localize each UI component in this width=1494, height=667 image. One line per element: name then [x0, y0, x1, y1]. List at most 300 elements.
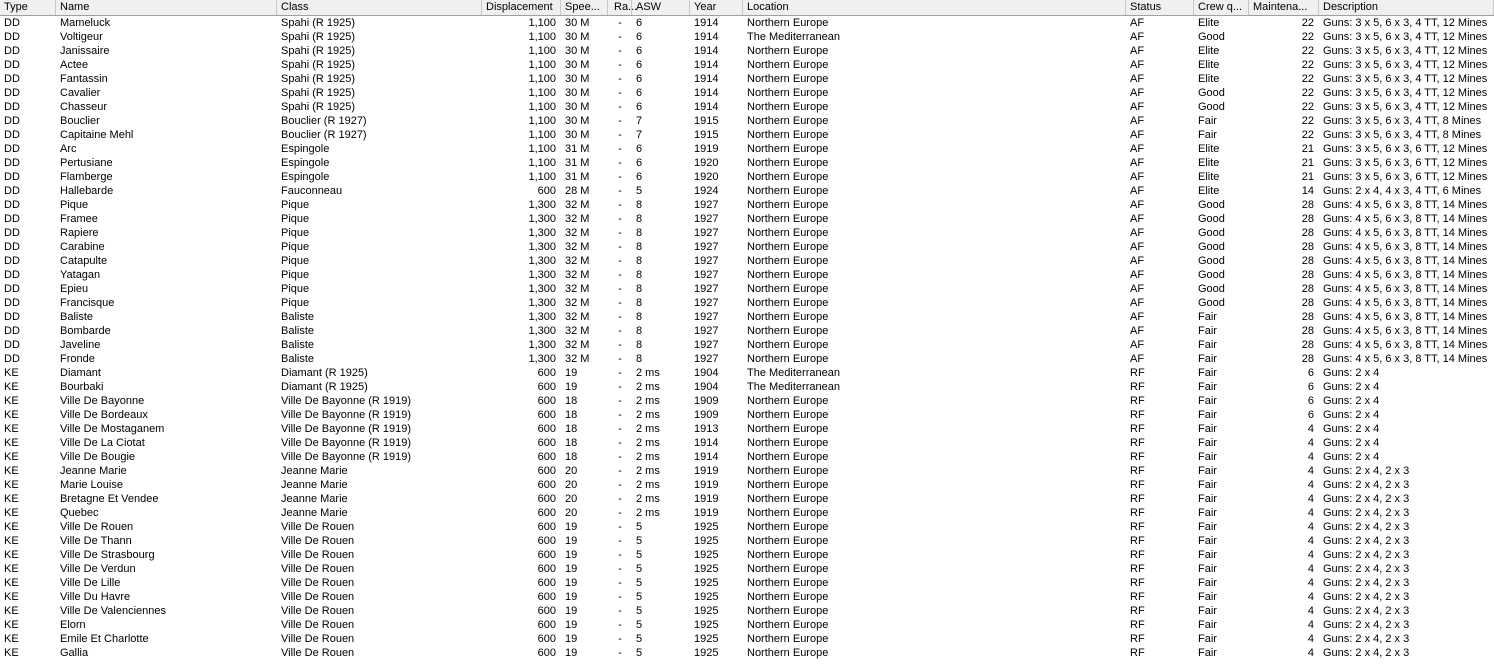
table-row[interactable] [0, 268, 1494, 282]
cell-crew-quality: Elite [1198, 157, 1220, 169]
cell-type: DD [4, 31, 20, 43]
table-row[interactable] [0, 450, 1494, 464]
table-row[interactable] [0, 366, 1494, 380]
cell-year: 1919 [694, 479, 719, 491]
cell-class: Spahi (R 1925) [281, 31, 355, 43]
cell-year: 1914 [694, 451, 719, 463]
cell-maintenance: 22 [1301, 31, 1314, 43]
cell-maintenance: 28 [1301, 353, 1314, 365]
cell-class: Pique [281, 297, 310, 309]
cell-name: Chasseur [60, 101, 108, 113]
cell-crew-quality: Fair [1198, 311, 1217, 323]
cell-asw: 2 ms [636, 451, 660, 463]
cell-maintenance: 28 [1301, 199, 1314, 211]
table-row[interactable] [0, 16, 1494, 30]
cell-speed: 19 [565, 619, 578, 631]
cell-crew-quality: Elite [1198, 45, 1220, 57]
cell-speed: 20 [565, 493, 578, 505]
cell-speed: 28 M [565, 185, 590, 197]
table-row[interactable] [0, 226, 1494, 240]
cell-type: DD [4, 311, 20, 323]
cell-asw: 8 [636, 269, 643, 281]
cell-year: 1925 [694, 647, 719, 659]
cell-year: 1925 [694, 605, 719, 617]
cell-status: AF [1130, 297, 1145, 309]
column-header-description[interactable]: Description [1319, 0, 1494, 15]
cell-range: - [618, 647, 622, 659]
table-row[interactable] [0, 478, 1494, 492]
cell-speed: 30 M [565, 45, 590, 57]
cell-class: Pique [281, 199, 310, 211]
table-row[interactable] [0, 576, 1494, 590]
cell-location: Northern Europe [747, 115, 829, 127]
table-row[interactable] [0, 184, 1494, 198]
cell-crew-quality: Good [1198, 227, 1225, 239]
cell-maintenance: 28 [1301, 269, 1314, 281]
cell-displacement: 600 [537, 633, 556, 645]
table-row[interactable] [0, 632, 1494, 646]
cell-status: RF [1130, 437, 1145, 449]
cell-range: - [618, 171, 622, 183]
cell-description: Guns: 2 x 4, 2 x 3 [1323, 507, 1410, 519]
cell-type: KE [4, 563, 19, 575]
cell-class: Baliste [281, 339, 315, 351]
cell-speed: 30 M [565, 17, 590, 29]
column-header-asw[interactable]: ASW [632, 0, 690, 15]
table-row[interactable] [0, 520, 1494, 534]
cell-location: Northern Europe [747, 255, 829, 267]
cell-type: DD [4, 17, 20, 29]
cell-year: 1927 [694, 297, 719, 309]
cell-class: Espingole [281, 171, 330, 183]
cell-name: Cavalier [60, 87, 101, 99]
cell-type: DD [4, 297, 20, 309]
table-row[interactable] [0, 422, 1494, 436]
cell-name: Ville De Thann [60, 535, 132, 547]
cell-location: Northern Europe [747, 311, 829, 323]
cell-type: DD [4, 255, 20, 267]
cell-maintenance: 28 [1301, 325, 1314, 337]
cell-speed: 32 M [565, 297, 590, 309]
cell-maintenance: 4 [1307, 591, 1314, 603]
table-row[interactable] [0, 324, 1494, 338]
cell-displacement: 600 [537, 409, 556, 421]
cell-location: Northern Europe [747, 465, 829, 477]
cell-description: Guns: 3 x 5, 6 x 3, 4 TT, 12 Mines [1323, 31, 1488, 43]
cell-name: Diamant [60, 367, 101, 379]
cell-displacement: 600 [537, 367, 556, 379]
cell-location: Northern Europe [747, 45, 829, 57]
cell-status: RF [1130, 395, 1145, 407]
table-row[interactable] [0, 380, 1494, 394]
cell-status: AF [1130, 143, 1145, 155]
cell-name: Mameluck [60, 17, 111, 29]
cell-range: - [618, 199, 622, 211]
cell-location: Northern Europe [747, 241, 829, 253]
table-row[interactable] [0, 548, 1494, 562]
table-row[interactable] [0, 464, 1494, 478]
cell-status: RF [1130, 549, 1145, 561]
table-row[interactable] [0, 352, 1494, 366]
cell-location: Northern Europe [747, 563, 829, 575]
cell-year: 1914 [694, 87, 719, 99]
cell-displacement: 600 [537, 493, 556, 505]
table-row[interactable] [0, 646, 1494, 660]
cell-asw: 8 [636, 297, 643, 309]
cell-type: DD [4, 101, 20, 113]
table-row[interactable] [0, 436, 1494, 450]
cell-asw: 6 [636, 87, 643, 99]
cell-name: Ville De Strasbourg [60, 549, 155, 561]
cell-displacement: 1,300 [528, 199, 556, 211]
cell-displacement: 600 [537, 437, 556, 449]
column-header-displacement[interactable]: Displacement [482, 0, 561, 15]
cell-speed: 20 [565, 479, 578, 491]
column-header-year[interactable]: Year [690, 0, 743, 15]
cell-status: RF [1130, 451, 1145, 463]
cell-maintenance: 21 [1301, 157, 1314, 169]
cell-location: Northern Europe [747, 283, 829, 295]
cell-type: DD [4, 59, 20, 71]
cell-class: Ville De Rouen [281, 535, 355, 547]
cell-speed: 20 [565, 507, 578, 519]
cell-class: Ville De Bayonne (R 1919) [281, 395, 412, 407]
cell-range: - [618, 255, 622, 267]
cell-speed: 18 [565, 437, 578, 449]
cell-name: Ville De Mostaganem [60, 423, 165, 435]
cell-type: KE [4, 535, 19, 547]
cell-name: Janissaire [60, 45, 110, 57]
table-row[interactable] [0, 58, 1494, 72]
column-header-speed[interactable]: Spee... [561, 0, 608, 15]
cell-asw: 6 [636, 31, 643, 43]
column-header-crew-quality[interactable]: Crew q... [1194, 0, 1249, 15]
cell-maintenance: 22 [1301, 73, 1314, 85]
cell-maintenance: 4 [1307, 633, 1314, 645]
cell-asw: 5 [636, 647, 643, 659]
cell-displacement: 600 [537, 451, 556, 463]
cell-class: Bouclier (R 1927) [281, 129, 367, 141]
cell-year: 1909 [694, 395, 719, 407]
column-header-name[interactable]: Name [56, 0, 277, 15]
cell-status: RF [1130, 465, 1145, 477]
cell-speed: 18 [565, 423, 578, 435]
cell-displacement: 600 [537, 563, 556, 575]
cell-location: The Mediterranean [747, 381, 840, 393]
cell-description: Guns: 2 x 4, 2 x 3 [1323, 605, 1410, 617]
cell-displacement: 600 [537, 521, 556, 533]
table-row[interactable] [0, 254, 1494, 268]
table-row[interactable] [0, 30, 1494, 44]
cell-range: - [618, 381, 622, 393]
cell-status: AF [1130, 59, 1145, 71]
cell-range: - [618, 395, 622, 407]
cell-type: DD [4, 213, 20, 225]
cell-name: Pertusiane [60, 157, 113, 169]
cell-maintenance: 21 [1301, 143, 1314, 155]
cell-asw: 5 [636, 633, 643, 645]
cell-crew-quality: Fair [1198, 409, 1217, 421]
cell-maintenance: 28 [1301, 227, 1314, 239]
cell-maintenance: 28 [1301, 213, 1314, 225]
cell-name: Elorn [60, 619, 86, 631]
cell-year: 1925 [694, 577, 719, 589]
cell-description: Guns: 2 x 4, 2 x 3 [1323, 647, 1410, 659]
cell-maintenance: 4 [1307, 521, 1314, 533]
cell-description: Guns: 2 x 4, 2 x 3 [1323, 465, 1410, 477]
cell-displacement: 600 [537, 185, 556, 197]
cell-maintenance: 4 [1307, 493, 1314, 505]
table-row[interactable] [0, 506, 1494, 520]
cell-crew-quality: Elite [1198, 171, 1220, 183]
cell-status: AF [1130, 31, 1145, 43]
table-row[interactable] [0, 114, 1494, 128]
cell-year: 1925 [694, 591, 719, 603]
cell-description: Guns: 3 x 5, 6 x 3, 4 TT, 8 Mines [1323, 129, 1482, 141]
cell-class: Ville De Rouen [281, 647, 355, 659]
cell-year: 1925 [694, 619, 719, 631]
cell-crew-quality: Fair [1198, 521, 1217, 533]
cell-range: - [618, 185, 622, 197]
cell-status: AF [1130, 353, 1145, 365]
cell-location: Northern Europe [747, 199, 829, 211]
cell-type: KE [4, 451, 19, 463]
cell-description: Guns: 4 x 5, 6 x 3, 8 TT, 14 Mines [1323, 297, 1488, 309]
cell-location: Northern Europe [747, 269, 829, 281]
cell-type: DD [4, 241, 20, 253]
cell-status: RF [1130, 619, 1145, 631]
cell-year: 1914 [694, 45, 719, 57]
cell-description: Guns: 2 x 4, 2 x 3 [1323, 479, 1410, 491]
cell-status: AF [1130, 241, 1145, 253]
table-row[interactable] [0, 394, 1494, 408]
cell-status: RF [1130, 381, 1145, 393]
column-header-row [0, 0, 1494, 16]
cell-status: RF [1130, 521, 1145, 533]
cell-class: Jeanne Marie [281, 507, 348, 519]
cell-location: Northern Europe [747, 339, 829, 351]
cell-status: AF [1130, 339, 1145, 351]
cell-range: - [618, 591, 622, 603]
cell-type: KE [4, 591, 19, 603]
cell-maintenance: 4 [1307, 563, 1314, 575]
cell-location: Northern Europe [747, 17, 829, 29]
cell-maintenance: 4 [1307, 465, 1314, 477]
cell-location: The Mediterranean [747, 367, 840, 379]
cell-asw: 5 [636, 185, 643, 197]
column-header-location[interactable]: Location [743, 0, 1126, 15]
cell-description: Guns: 2 x 4 [1323, 409, 1380, 421]
table-row[interactable] [0, 408, 1494, 422]
table-row[interactable] [0, 240, 1494, 254]
cell-speed: 32 M [565, 353, 590, 365]
cell-year: 1919 [694, 465, 719, 477]
cell-maintenance: 4 [1307, 479, 1314, 491]
column-header-class[interactable]: Class [277, 0, 482, 15]
cell-description: Guns: 2 x 4 [1323, 395, 1380, 407]
cell-description: Guns: 2 x 4, 2 x 3 [1323, 521, 1410, 533]
cell-status: AF [1130, 213, 1145, 225]
cell-asw: 8 [636, 339, 643, 351]
column-header-maintenance[interactable]: Maintena... [1249, 0, 1319, 15]
cell-class: Ville De Bayonne (R 1919) [281, 409, 412, 421]
cell-asw: 2 ms [636, 493, 660, 505]
cell-speed: 32 M [565, 269, 590, 281]
cell-speed: 19 [565, 605, 578, 617]
cell-speed: 20 [565, 465, 578, 477]
cell-status: AF [1130, 283, 1145, 295]
cell-maintenance: 22 [1301, 59, 1314, 71]
column-header-status[interactable]: Status [1126, 0, 1194, 15]
cell-asw: 6 [636, 171, 643, 183]
table-row[interactable] [0, 338, 1494, 352]
cell-range: - [618, 59, 622, 71]
cell-asw: 7 [636, 115, 643, 127]
column-header-range[interactable]: Ra... [608, 0, 632, 15]
table-row[interactable] [0, 534, 1494, 548]
cell-displacement: 1,300 [528, 241, 556, 253]
cell-crew-quality: Fair [1198, 563, 1217, 575]
cell-name: Emile Et Charlotte [60, 633, 149, 645]
cell-status: RF [1130, 367, 1145, 379]
cell-status: RF [1130, 535, 1145, 547]
table-body [0, 16, 1494, 660]
table-row[interactable] [0, 156, 1494, 170]
table-row[interactable] [0, 310, 1494, 324]
table-row[interactable] [0, 86, 1494, 100]
cell-type: KE [4, 633, 19, 645]
cell-asw: 5 [636, 605, 643, 617]
cell-name: Pique [60, 199, 89, 211]
cell-maintenance: 21 [1301, 171, 1314, 183]
cell-maintenance: 4 [1307, 619, 1314, 631]
cell-crew-quality: Elite [1198, 17, 1220, 29]
table-row[interactable] [0, 170, 1494, 184]
cell-maintenance: 22 [1301, 45, 1314, 57]
cell-range: - [618, 521, 622, 533]
cell-class: Baliste [281, 311, 315, 323]
table-row[interactable] [0, 142, 1494, 156]
cell-status: RF [1130, 409, 1145, 421]
cell-speed: 19 [565, 633, 578, 645]
cell-class: Ville De Rouen [281, 563, 355, 575]
table-row[interactable] [0, 282, 1494, 296]
cell-crew-quality: Good [1198, 87, 1225, 99]
cell-range: - [618, 227, 622, 239]
cell-year: 1925 [694, 549, 719, 561]
cell-crew-quality: Fair [1198, 605, 1217, 617]
table-row[interactable] [0, 100, 1494, 114]
cell-maintenance: 4 [1307, 451, 1314, 463]
table-row[interactable] [0, 198, 1494, 212]
cell-location: Northern Europe [747, 521, 829, 533]
table-row[interactable] [0, 618, 1494, 632]
cell-displacement: 1,300 [528, 339, 556, 351]
cell-crew-quality: Fair [1198, 437, 1217, 449]
cell-crew-quality: Fair [1198, 647, 1217, 659]
cell-description: Guns: 2 x 4 [1323, 437, 1380, 449]
cell-description: Guns: 4 x 5, 6 x 3, 8 TT, 14 Mines [1323, 255, 1488, 267]
cell-description: Guns: 4 x 5, 6 x 3, 8 TT, 14 Mines [1323, 325, 1488, 337]
cell-range: - [618, 619, 622, 631]
table-row[interactable] [0, 212, 1494, 226]
cell-type: KE [4, 577, 19, 589]
cell-description: Guns: 3 x 5, 6 x 3, 4 TT, 12 Mines [1323, 59, 1488, 71]
cell-year: 1919 [694, 143, 719, 155]
table-row[interactable] [0, 128, 1494, 142]
cell-asw: 2 ms [636, 507, 660, 519]
cell-description: Guns: 3 x 5, 6 x 3, 6 TT, 12 Mines [1323, 143, 1488, 155]
cell-type: KE [4, 493, 19, 505]
cell-year: 1924 [694, 185, 719, 197]
cell-speed: 30 M [565, 59, 590, 71]
cell-class: Pique [281, 213, 310, 225]
cell-type: DD [4, 199, 20, 211]
cell-speed: 30 M [565, 31, 590, 43]
cell-maintenance: 4 [1307, 577, 1314, 589]
cell-name: Ville Du Havre [60, 591, 131, 603]
table-row[interactable] [0, 562, 1494, 576]
cell-type: DD [4, 129, 20, 141]
cell-displacement: 600 [537, 381, 556, 393]
cell-description: Guns: 2 x 4, 2 x 3 [1323, 577, 1410, 589]
cell-range: - [618, 367, 622, 379]
cell-displacement: 600 [537, 423, 556, 435]
cell-displacement: 1,100 [528, 31, 556, 43]
cell-displacement: 1,100 [528, 73, 556, 85]
cell-year: 1927 [694, 353, 719, 365]
cell-displacement: 1,100 [528, 17, 556, 29]
table-row[interactable] [0, 44, 1494, 58]
cell-year: 1909 [694, 409, 719, 421]
cell-range: - [618, 129, 622, 141]
cell-type: DD [4, 339, 20, 351]
cell-description: Guns: 2 x 4, 2 x 3 [1323, 493, 1410, 505]
table-row[interactable] [0, 604, 1494, 618]
cell-asw: 5 [636, 521, 643, 533]
cell-location: Northern Europe [747, 171, 829, 183]
cell-displacement: 1,100 [528, 101, 556, 113]
table-row[interactable] [0, 72, 1494, 86]
cell-displacement: 600 [537, 591, 556, 603]
cell-status: RF [1130, 633, 1145, 645]
cell-description: Guns: 2 x 4, 2 x 3 [1323, 619, 1410, 631]
cell-displacement: 600 [537, 465, 556, 477]
column-header-type[interactable]: Type [0, 0, 56, 15]
cell-type: KE [4, 549, 19, 561]
cell-range: - [618, 269, 622, 281]
cell-type: KE [4, 423, 19, 435]
cell-speed: 19 [565, 563, 578, 575]
cell-name: Ville De Bougie [60, 451, 136, 463]
cell-location: Northern Europe [747, 479, 829, 491]
cell-asw: 2 ms [636, 437, 660, 449]
cell-class: Pique [281, 227, 310, 239]
cell-speed: 32 M [565, 325, 590, 337]
cell-range: - [618, 311, 622, 323]
cell-location: Northern Europe [747, 213, 829, 225]
cell-description: Guns: 4 x 5, 6 x 3, 8 TT, 14 Mines [1323, 353, 1488, 365]
cell-year: 1925 [694, 521, 719, 533]
cell-description: Guns: 2 x 4, 2 x 3 [1323, 591, 1410, 603]
table-row[interactable] [0, 590, 1494, 604]
table-row[interactable] [0, 492, 1494, 506]
cell-displacement: 600 [537, 507, 556, 519]
cell-class: Ville De Rouen [281, 591, 355, 603]
cell-crew-quality: Fair [1198, 493, 1217, 505]
table-row[interactable] [0, 296, 1494, 310]
cell-crew-quality: Elite [1198, 59, 1220, 71]
